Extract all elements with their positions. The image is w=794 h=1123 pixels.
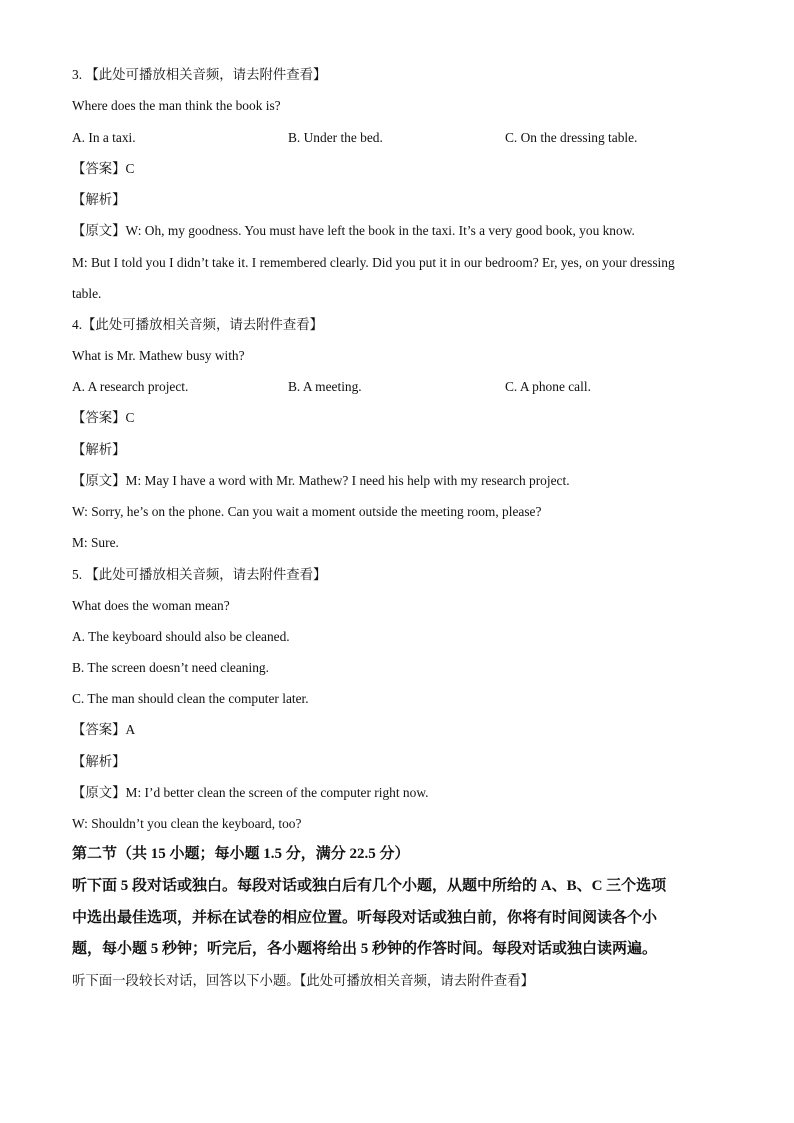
q3-answer: 【答案】C — [72, 161, 135, 176]
q5-option-c: C. The man should clean the computer later. — [72, 691, 309, 706]
q5-analysis: 【解析】 — [72, 754, 126, 769]
section2-title: 第二节（共 15 小题；每小题 1.5 分，满分 22.5 分） — [72, 846, 410, 862]
q5-option-a: A. The keyboard should also be cleaned. — [72, 629, 290, 644]
q5-header: 5. 【此处可播放相关音频，请去附件查看】 — [72, 567, 327, 582]
q5-option-b: B. The screen doesn’t need cleaning. — [72, 660, 269, 675]
section2-instructions-line-2: 中选出最佳选项，并标在试卷的相应位置。听每段对话或独白前，你将有时间阅读各个小 — [72, 910, 658, 926]
q3-option-b: B. Under the bed. — [288, 130, 383, 145]
q3-transcript-line-2: M: But I told you I didn’t take it. I remembered clearly. Did you put it in our bedroom? Er, yes, on your dressing — [72, 255, 675, 270]
section2-instructions-line-3: 题，每小题 5 秒钟；听完后，各小题将给出 5 秒钟的作答时间。每段对话或独白读两遍。 — [72, 941, 658, 957]
q4-question: What is Mr. Mathew busy with? — [72, 348, 245, 363]
q3-header: 3. 【此处可播放相关音频，请去附件查看】 — [72, 67, 327, 82]
q4-answer: 【答案】C — [72, 410, 135, 425]
q3-transcript-line-1: 【原文】W: Oh, my goodness. You must have left the book in the taxi. It’s a very good book, you know. — [72, 223, 635, 238]
q4-header: 4.【此处可播放相关音频，请去附件查看】 — [72, 317, 324, 332]
q4-option-c: C. A phone call. — [505, 379, 591, 394]
q3-analysis: 【解析】 — [72, 192, 126, 207]
q5-answer: 【答案】A — [72, 722, 136, 737]
q4-options — [72, 379, 722, 395]
q5-transcript-line-1: 【原文】M: I’d better clean the screen of the computer right now. — [72, 785, 429, 800]
section2-note: 听下面一段较长对话，回答以下小题。【此处可播放相关音频，请去附件查看】 — [72, 973, 534, 988]
q4-analysis: 【解析】 — [72, 442, 126, 457]
q5-question: What does the woman mean? — [72, 598, 230, 613]
q4-transcript-line-2: W: Sorry, he’s on the phone. Can you wait a moment outside the meeting room, please? — [72, 504, 542, 519]
q5-transcript-line-2: W: Shouldn’t you clean the keyboard, too? — [72, 816, 302, 831]
q4-transcript-line-3: M: Sure. — [72, 535, 119, 550]
q3-option-a: A. In a taxi. — [72, 130, 136, 145]
q3-question: Where does the man think the book is? — [72, 98, 281, 113]
q3-options — [72, 130, 722, 146]
q3-option-c: C. On the dressing table. — [505, 130, 638, 145]
q4-transcript-line-1: 【原文】M: May I have a word with Mr. Mathew? I need his help with my research project. — [72, 473, 570, 488]
section2-instructions-line-1: 听下面 5 段对话或独白。每段对话或独白后有几个小题，从题中所给的 A、B、C 三个选项 — [72, 878, 667, 894]
q4-option-a: A. A research project. — [72, 379, 189, 394]
q3-transcript-line-3: table. — [72, 286, 102, 301]
q4-option-b: B. A meeting. — [288, 379, 362, 394]
